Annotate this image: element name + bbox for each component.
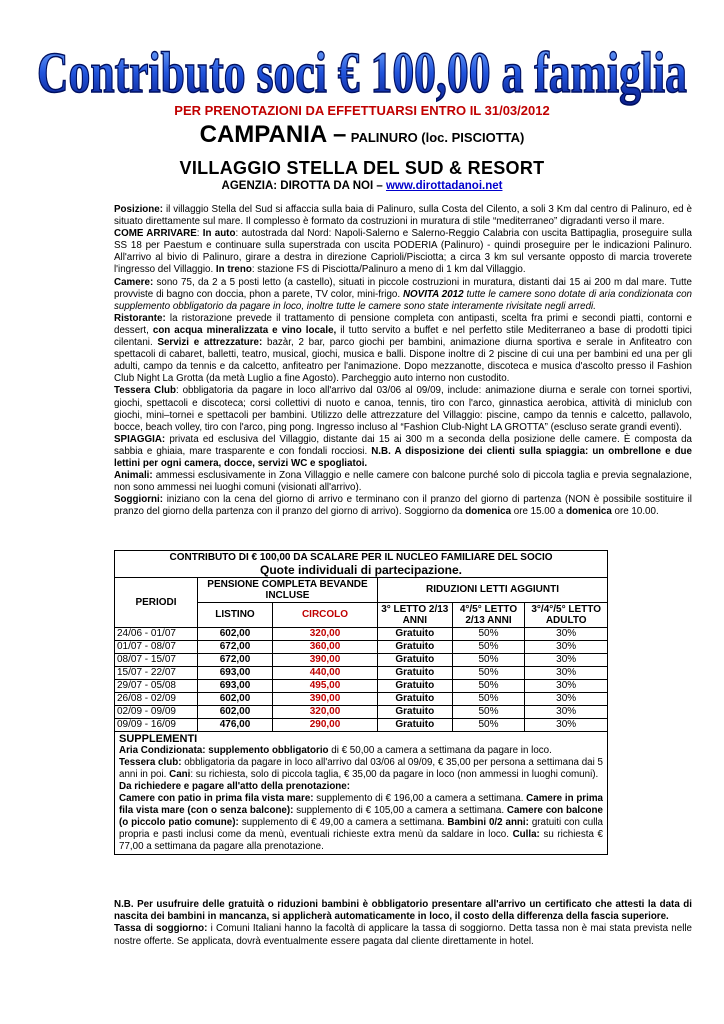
spiaggia-label: SPIAGGIA: xyxy=(114,433,166,445)
table-subtitle: Quote individuali di partecipazione. xyxy=(259,563,463,577)
listino-cell: 602,00 xyxy=(198,693,273,706)
reduction-345-cell: 30% xyxy=(525,719,608,732)
period-cell: 29/07 - 05/08 xyxy=(115,680,198,693)
posizione-label: Posizione: xyxy=(114,204,163,215)
nb-note: N.B. Per usufruire delle gratuità o riduzioni bambini è obbligatorio presentare all'arrivo un certificato che attesti la data di nascita dei bambini in mancanza, si applicherà automaticamente in loco, il costo della differenza della fascia superiore. xyxy=(114,899,692,923)
treno-label: In treno xyxy=(215,264,252,276)
listino-cell: 693,00 xyxy=(198,680,273,693)
reduction-345-cell: 30% xyxy=(525,641,608,654)
sup-tessera-text: obbligatoria da pagare in loco all'arrivo dal 03/06 al 09/09, € 35,00 per persona a settimana dai 5 anni in poi. xyxy=(119,757,603,780)
primafila-label: Camere in prima fila vista mare (con o senza balcone): xyxy=(119,793,603,816)
domenica-2: domenica xyxy=(566,506,612,518)
location-title: PALINURO (loc. PISCIOTTA) xyxy=(350,130,525,145)
reduction-45-cell: 50% xyxy=(452,719,525,732)
circolo-cell: 290,00 xyxy=(273,719,378,732)
novita-text: tutte le camere sono dotate di aria condizionata con supplemento obbligatorio da pagare in loco, inoltre tutte le camere sono state interamente rivisitate negli arredi. xyxy=(114,288,692,312)
domenica-1: domenica xyxy=(465,506,512,518)
reduction-3-cell: Gratuito xyxy=(378,667,453,680)
price-rows xyxy=(115,628,608,732)
table-row xyxy=(115,706,608,719)
circolo-cell: 320,00 xyxy=(273,628,378,641)
treno-text: stazione FS di Pisciotta/Palinuro a meno di 1 km dal Villaggio. xyxy=(257,264,526,276)
listino-cell: 602,00 xyxy=(198,628,273,641)
posizione-text: il villaggio Stella del Sud si affaccia sulla baia di Palinuro, sulla Costa del Cilento, a soli 3 Km dal centro di Palinuro, ed è situato direttamente sul mare. Il complesso è formato da costruzioni in muratura di stile “mediterraneo” digradanti verso il mare. xyxy=(114,204,692,228)
richiedere-label: Da richiedere e pagare all'atto della prenotazione: xyxy=(119,781,350,792)
reduction-45-cell: 50% xyxy=(452,706,525,719)
bambini-label: Bambini 0/2 anni: xyxy=(447,817,529,828)
reduction-345-cell: 30% xyxy=(525,667,608,680)
agency-line xyxy=(0,180,724,192)
cani-label: Cani xyxy=(169,769,191,780)
table-row xyxy=(115,641,608,654)
soggiorni-text-2: ore 15.00 a xyxy=(513,506,564,518)
auto-text: autostrada dal Nord: Napoli-Salerno e Salerno-Reggio Calabria con uscita Battipaglia, proseguire sulla SS 18 per Paestum e continuare sulla superstrada con uscita PODERIA (Palinuro) - quindi proseguire per le indicazioni Palinuro. All'arrivo al bivio di Palinuro, girare a destra in direzione Caprioli/Pisciotta; a circa 3 km sul versante opposto di marcia troverete l'ingresso del Villaggio. xyxy=(114,228,692,276)
servizi-text: bazàr, 2 bar, parco giochi per bambini, animazione diurna sportiva e serale in Anfiteatro con spettacoli di cabaret, balletti, teatro, musical, giochi, musica e balli. Dispone inoltre di 2 piscine di cui una per bambini ed una per gli adulti, campo da tennis e da calcetto, anfiteatro per l'animazione. Dopo mezzanotte, discoteca e musica d'ascolto presso il Fashion Club Night La Grotta (da metà Luglio a fine Agosto). Parcheggio auto interno non custodito. xyxy=(114,337,692,385)
supplementi-title: SUPPLEMENTI xyxy=(119,733,198,745)
spiaggia-text: privata ed esclusiva del Villaggio, distante dai 15 ai 300 m a seconda della posizione delle camere. È composta da sabbia e ghiaia, mare trasparente e con fondali rocciosi. xyxy=(114,433,692,457)
table-row xyxy=(115,667,608,680)
novita-label: NOVITA 2012 xyxy=(402,288,464,300)
animali-label: Animali: xyxy=(114,470,153,482)
reduction-3-cell: Gratuito xyxy=(378,719,453,732)
reduction-345-cell: 30% xyxy=(525,680,608,693)
period-cell: 24/06 - 01/07 xyxy=(115,628,198,641)
culla-label: Culla: xyxy=(512,829,540,840)
patio-text: supplemento di € 196,00 a camera a settimana. xyxy=(316,793,524,804)
patio-label: Camere con patio in prima fila vista mare: xyxy=(119,793,314,804)
period-cell: 02/09 - 09/09 xyxy=(115,706,198,719)
camere-label: Camere: xyxy=(114,276,154,288)
booking-deadline: PER PRENOTAZIONI DA EFFETTUARSI ENTRO IL 31/03/2012 xyxy=(174,103,550,118)
reduction-45-cell: 50% xyxy=(452,641,525,654)
listino-cell: 476,00 xyxy=(198,719,273,732)
reduction-45-cell: 50% xyxy=(452,680,525,693)
period-cell: 26/08 - 02/09 xyxy=(115,693,198,706)
circolo-cell: 390,00 xyxy=(273,693,378,706)
period-cell: 09/09 - 16/09 xyxy=(115,719,198,732)
period-cell: 15/07 - 22/07 xyxy=(115,667,198,680)
reduction-45-cell: 50% xyxy=(452,667,525,680)
col-45letto: 4°/5° LETTO 2/13 ANNI xyxy=(452,603,525,628)
agency-link[interactable]: www.dirottadanoi.net xyxy=(385,180,503,192)
table-row xyxy=(115,693,608,706)
col-periodi: PERIODI xyxy=(115,578,198,628)
destination-title xyxy=(0,121,724,149)
village-name: VILLAGGIO STELLA DEL SUD & RESORT xyxy=(179,158,545,178)
table-title xyxy=(115,551,608,578)
footer-notes xyxy=(114,899,692,948)
reduction-345-cell: 30% xyxy=(525,628,608,641)
primafila-text: supplemento di € 105,00 a camera a settimana. xyxy=(296,805,505,816)
period-cell: 01/07 - 08/07 xyxy=(115,641,198,654)
table-row xyxy=(115,628,608,641)
price-table xyxy=(114,550,608,855)
reduction-45-cell: 50% xyxy=(452,693,525,706)
col-circolo: CIRCOLO xyxy=(273,603,378,628)
table-title-text: CONTRIBUTO DI € 100,00 DA SCALARE PER IL NUCLEO FAMILIARE DEL SOCIO xyxy=(169,552,553,563)
tassa-text: i Comuni Italiani hanno la facoltà di applicare la tassa di soggiorno. Detta tassa non è mai stata prevista nelle nostre offerte. Se applicata, dovrà eventualmente essere pagata dal cliente direttamente in hotel. xyxy=(114,923,693,947)
agency-dash: – xyxy=(376,180,383,192)
bambini-text: gratuiti con culla propria e pasti inclusi come da menù, eventuali richieste extra menù da saldare in loco. xyxy=(119,817,603,840)
animali-text: ammessi esclusivamente in Zona Villaggio e nelle camere con balcone purché solo di piccola taglia e previa segnalazione, non sono ammessi nei luoghi comuni (visionati all'arrivo). xyxy=(114,470,692,494)
arrivare-label: COME ARRIVARE xyxy=(114,228,197,240)
listino-cell: 672,00 xyxy=(198,654,273,667)
reduction-345-cell: 30% xyxy=(525,654,608,667)
col-pensione: PENSIONE COMPLETA BEVANDE INCLUSE xyxy=(198,578,378,603)
ristorante-text: la ristorazione prevede il trattamento di pensione completa con antipasti, scelta fra primi e secondi piatti, contorni e dessert, xyxy=(114,312,692,336)
listino-cell: 693,00 xyxy=(198,667,273,680)
reduction-345-cell: 30% xyxy=(525,706,608,719)
reduction-3-cell: Gratuito xyxy=(378,654,453,667)
soggiorni-text: iniziano con la cena del giorno di arrivo e terminano con il pranzo del giorno di partenza (NON è possibile sostituire il pranzo del giorno della partenza con il pranzo del giorno di arrivo). Soggiorno da xyxy=(114,494,692,518)
circolo-cell: 360,00 xyxy=(273,641,378,654)
camere-text: sono 75, da 2 a 5 posti letto (a castello), situati in piccole costruzioni in muratura, distanti dai 15 ai 200 m dal mare. Tutte provviste di bagno con doccia, phon a parete, TV color, mini-frigo. xyxy=(114,276,692,300)
tessera-label: Tessera Club xyxy=(114,385,176,397)
sup-tessera-label: Tessera club: xyxy=(119,757,182,768)
reduction-3-cell: Gratuito xyxy=(378,680,453,693)
circolo-cell: 440,00 xyxy=(273,667,378,680)
reduction-45-cell: 50% xyxy=(452,654,525,667)
circolo-cell: 495,00 xyxy=(273,680,378,693)
circolo-cell: 390,00 xyxy=(273,654,378,667)
ristorante-label: Ristorante: xyxy=(114,312,166,324)
tessera-text: obbligatoria da pagare in loco all'arrivo dal 03/06 al 09/09, include: animazione diurna e serale con tornei sportivi, giochi, spettacoli e discoteca; corsi collettivi di nuoto e canoa, tennis, tiro con l'arco, ginnastica aerobica, attività di miniclub con giochi, mini–tornei e spettacoli per bambini. Utilizzo delle attrezzature del Villaggio: piscine, campo da tennis e calcetto, pallavolo, bocce, beach volley, tiro con l'arco, ping pong. Ingresso incluso al “Fashion Club-Night LA GROTTA” (escluso serate grandi eventi). xyxy=(114,385,692,433)
soggiorni-text-3: ore 10.00. xyxy=(614,506,659,518)
balcone-text: supplemento di € 49,00 a camera a settimana. xyxy=(241,817,445,828)
period-cell: 08/07 - 15/07 xyxy=(115,654,198,667)
balcone-label: Camere con balcone (o piccolo patio comune): xyxy=(119,805,603,828)
aria-label: Aria Condizionata: supplemento obbligatorio xyxy=(119,745,329,756)
circolo-cell: 320,00 xyxy=(273,706,378,719)
aria-text: di € 50,00 a camera a settimana da pagare in loco. xyxy=(331,745,552,756)
reduction-3-cell: Gratuito xyxy=(378,628,453,641)
description: Posizione: il villaggio Stella del Sud si affaccia sulla baia di Palinuro, sulla Costa del Cilento, a soli 3 Km dal centro di Palinuro, ed è situato direttamente sul mare. Il complesso è formato da costruzioni in muratura di stile “mediterraneo” digradanti verso il mare. COME ARRIVARE: In auto: autostrada dal Nord: Napoli-Salerno e Salerno-Reggio Calabria con uscita Battipaglia, proseguire sulla SS 18 per Paestum e continuare sulla superstrada con uscita PODERIA (Palinuro) - quindi proseguire per le indicazioni Palinuro. All'arrivo al bivio di Palinuro, girare a destra in direzione Caprioli/Pisciotta; a circa 3 km sul versante opposto di marcia troverete l'ingresso del Villaggio. In treno: stazione FS di Pisciotta/Palinuro a meno di 1 km dal Villaggio. Camere: sono 75, da 2 a 5 posti letto (a castello), situati in piccole costruzioni in muratura, distanti dai 15 ai 200 m dal mare. Tutte provviste di bagno con doccia, phon a parete, TV color, mini-frigo. NOVITA 2012 tutte le camere sono dotate di aria condizionata con supplemento obbligatorio da pagare in loco, inoltre tutte le camere sono state interamente rivisitate negli arredi. Ristorante: la ristorazione prevede il trattamento di pensione completa con antipasti, scelta fra primi e secondi piatti, contorni e dessert, con acqua mineralizzata e vino locale, il tutto servito a buffet e nel perfetto stile Mediterraneo a base di prodotti tipici cilentani. Servizi e attrezzature: bazàr, 2 bar, parco giochi per bambini, animazione diurna sportiva e serale in Anfiteatro con spettacoli di cabaret, balletti, teatro, musical, giochi, musica e balli. Dispone inoltre di 2 piscine di cui una per bambini ed una per gli adulti, campo da tennis e da calcetto, anfiteatro per l'animazione. Dopo mezzanotte, discoteca e musica d'ascolto presso il Fashion Club Night La Grotta (da metà Luglio a fine Agosto). Parcheggio auto interno non custodito. Tessera Club: obbligatoria da pagare in loco all'arrivo dal 03/06 al 09/09, include: animazione diurna e serale con tornei sportivi, giochi, spettacoli e discoteca; corsi collettivi di nuoto e canoa, tennis, tiro con l'arco, ginnastica aerobica, attività di miniclub con giochi, mini–tornei e spettacoli per bambini. Utilizzo delle attrezzature del Villaggio: piscine, campo da tennis e calcetto, pallavolo, bocce, beach volley, tiro con l'arco, ping pong. Ingresso incluso al “Fashion Club-Night LA GROTTA” (escluso serate grandi eventi). SPIAGGIA: privata ed esclusiva del Villaggio, distante dai 15 ai 300 m a seconda della posizione delle camere. È composta da sabbia e ghiaia, mare trasparente e con fondali rocciosi. N.B. A disposizione dei clienti sulla spiaggia: un ombrellone e due lettini per ogni camera, docce, servizi WC e spogliatoi. Animali: ammessi esclusivamente in Zona Villaggio e nelle camere con balcone purché solo di piccola taglia e previa segnalazione, non sono ammessi nei luoghi comuni (visionati all'arrivo). Soggiorni: iniziano con la cena del giorno di arrivo e terminano con il pranzo del giorno di partenza (NON è possibile sostituire il pranzo del giorno della partenza con il pranzo del giorno di arrivo). Soggiorno da domenica ore 15.00 a domenica ore 10.00. xyxy=(114,204,692,518)
table-row xyxy=(115,654,608,667)
reduction-3-cell: Gratuito xyxy=(378,706,453,719)
banner-title: Contributo soci € 100,00 a famiglia xyxy=(37,40,687,105)
region-title: CAMPANIA – xyxy=(199,121,347,148)
ristorante-bold: con acqua mineralizzata e vino locale, xyxy=(152,324,337,336)
reduction-345-cell: 30% xyxy=(525,693,608,706)
promo-banner xyxy=(30,40,694,110)
soggiorni-label: Soggiorni: xyxy=(114,494,163,506)
reduction-45-cell: 50% xyxy=(452,628,525,641)
agency-label: AGENZIA: DIROTTA DA NOI xyxy=(221,180,374,192)
auto-label: In auto xyxy=(202,228,236,240)
servizi-label: Servizi e attrezzature: xyxy=(157,337,263,349)
reduction-3-cell: Gratuito xyxy=(378,641,453,654)
supplementi-block xyxy=(115,732,608,855)
cani-text: : su richiesta, solo di piccola taglia, € 35,00 da pagare in loco (non ammessi in luoghi comuni). xyxy=(190,769,599,780)
ristorante-text-2: il tutto servito a buffet e nel perfetto stile Mediterraneo a base di prodotti tipici cilentani. xyxy=(114,324,692,349)
col-listino: LISTINO xyxy=(198,603,273,628)
listino-cell: 602,00 xyxy=(198,706,273,719)
tassa-label: Tassa di soggiorno: xyxy=(114,923,208,935)
table-row xyxy=(115,719,608,732)
reduction-3-cell: Gratuito xyxy=(378,693,453,706)
listino-cell: 672,00 xyxy=(198,641,273,654)
culla-text: su richiesta € 77,00 a settimana da pagare alla prenotazione. xyxy=(119,829,603,852)
col-riduzioni: RIDUZIONI LETTI AGGIUNTI xyxy=(378,578,608,603)
col-3letto: 3° LETTO 2/13 ANNI xyxy=(378,603,453,628)
table-row xyxy=(115,680,608,693)
col-345letto: 3°/4°/5° LETTO ADULTO xyxy=(525,603,608,628)
spiaggia-bold: N.B. A disposizione dei clienti sulla spiaggia: un ombrellone e due lettini per ogni camera, docce, servizi WC e spogliatoi. xyxy=(114,445,692,469)
